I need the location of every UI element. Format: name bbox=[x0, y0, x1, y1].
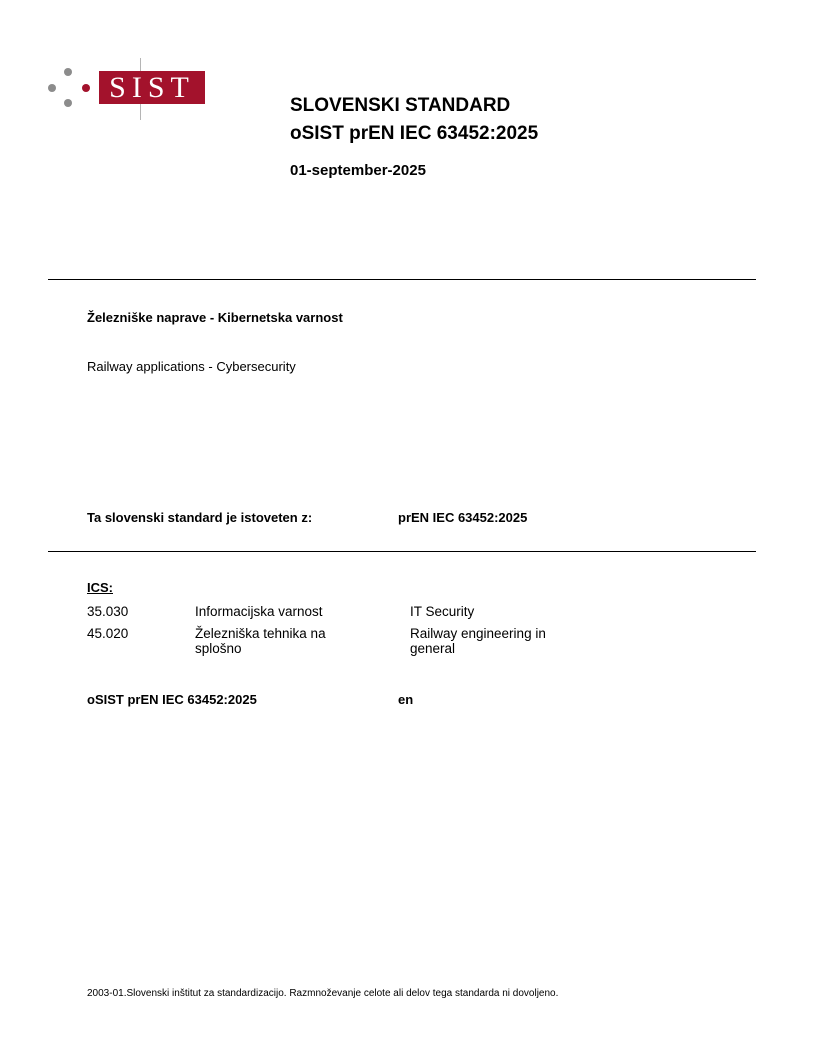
ics-code: 35.030 bbox=[87, 604, 129, 619]
logo-dot-red bbox=[82, 84, 90, 92]
ics-code: 45.020 bbox=[87, 626, 129, 641]
ics-title-en: Railway engineering in general bbox=[410, 626, 546, 656]
ics-title-en: IT Security bbox=[410, 604, 475, 619]
logo-dot-bottom bbox=[64, 99, 72, 107]
standard-type: SLOVENSKI STANDARD bbox=[290, 95, 511, 116]
ics-heading: ICS: bbox=[87, 580, 113, 595]
sist-logo bbox=[48, 58, 208, 120]
standard-id: oSIST prEN IEC 63452:2025 bbox=[290, 123, 539, 144]
middle-divider bbox=[48, 551, 756, 552]
equivalence-label: Ta slovenski standard je istoveten z: bbox=[87, 510, 313, 525]
equivalence-value: prEN IEC 63452:2025 bbox=[398, 510, 528, 525]
document-id: oSIST prEN IEC 63452:2025 bbox=[87, 692, 257, 707]
logo-dot-top bbox=[64, 68, 72, 76]
top-divider bbox=[48, 279, 756, 280]
logo-dot-left bbox=[48, 84, 56, 92]
ics-title-sl: Informacijska varnost bbox=[195, 604, 323, 619]
title-english: Railway applications - Cybersecurity bbox=[87, 359, 296, 374]
copyright-footer: 2003-01.Slovenski inštitut za standardizacijo. Razmnoževanje celote ali delov tega standarda ni dovoljeno. bbox=[87, 988, 559, 999]
logo-wordmark: SIST bbox=[99, 71, 205, 104]
document-language: en bbox=[398, 692, 414, 707]
title-slovenian: Železniške naprave - Kibernetska varnost bbox=[87, 310, 343, 325]
standard-date: 01-september-2025 bbox=[290, 162, 426, 179]
ics-title-sl: Železniška tehnika na splošno bbox=[195, 626, 326, 656]
